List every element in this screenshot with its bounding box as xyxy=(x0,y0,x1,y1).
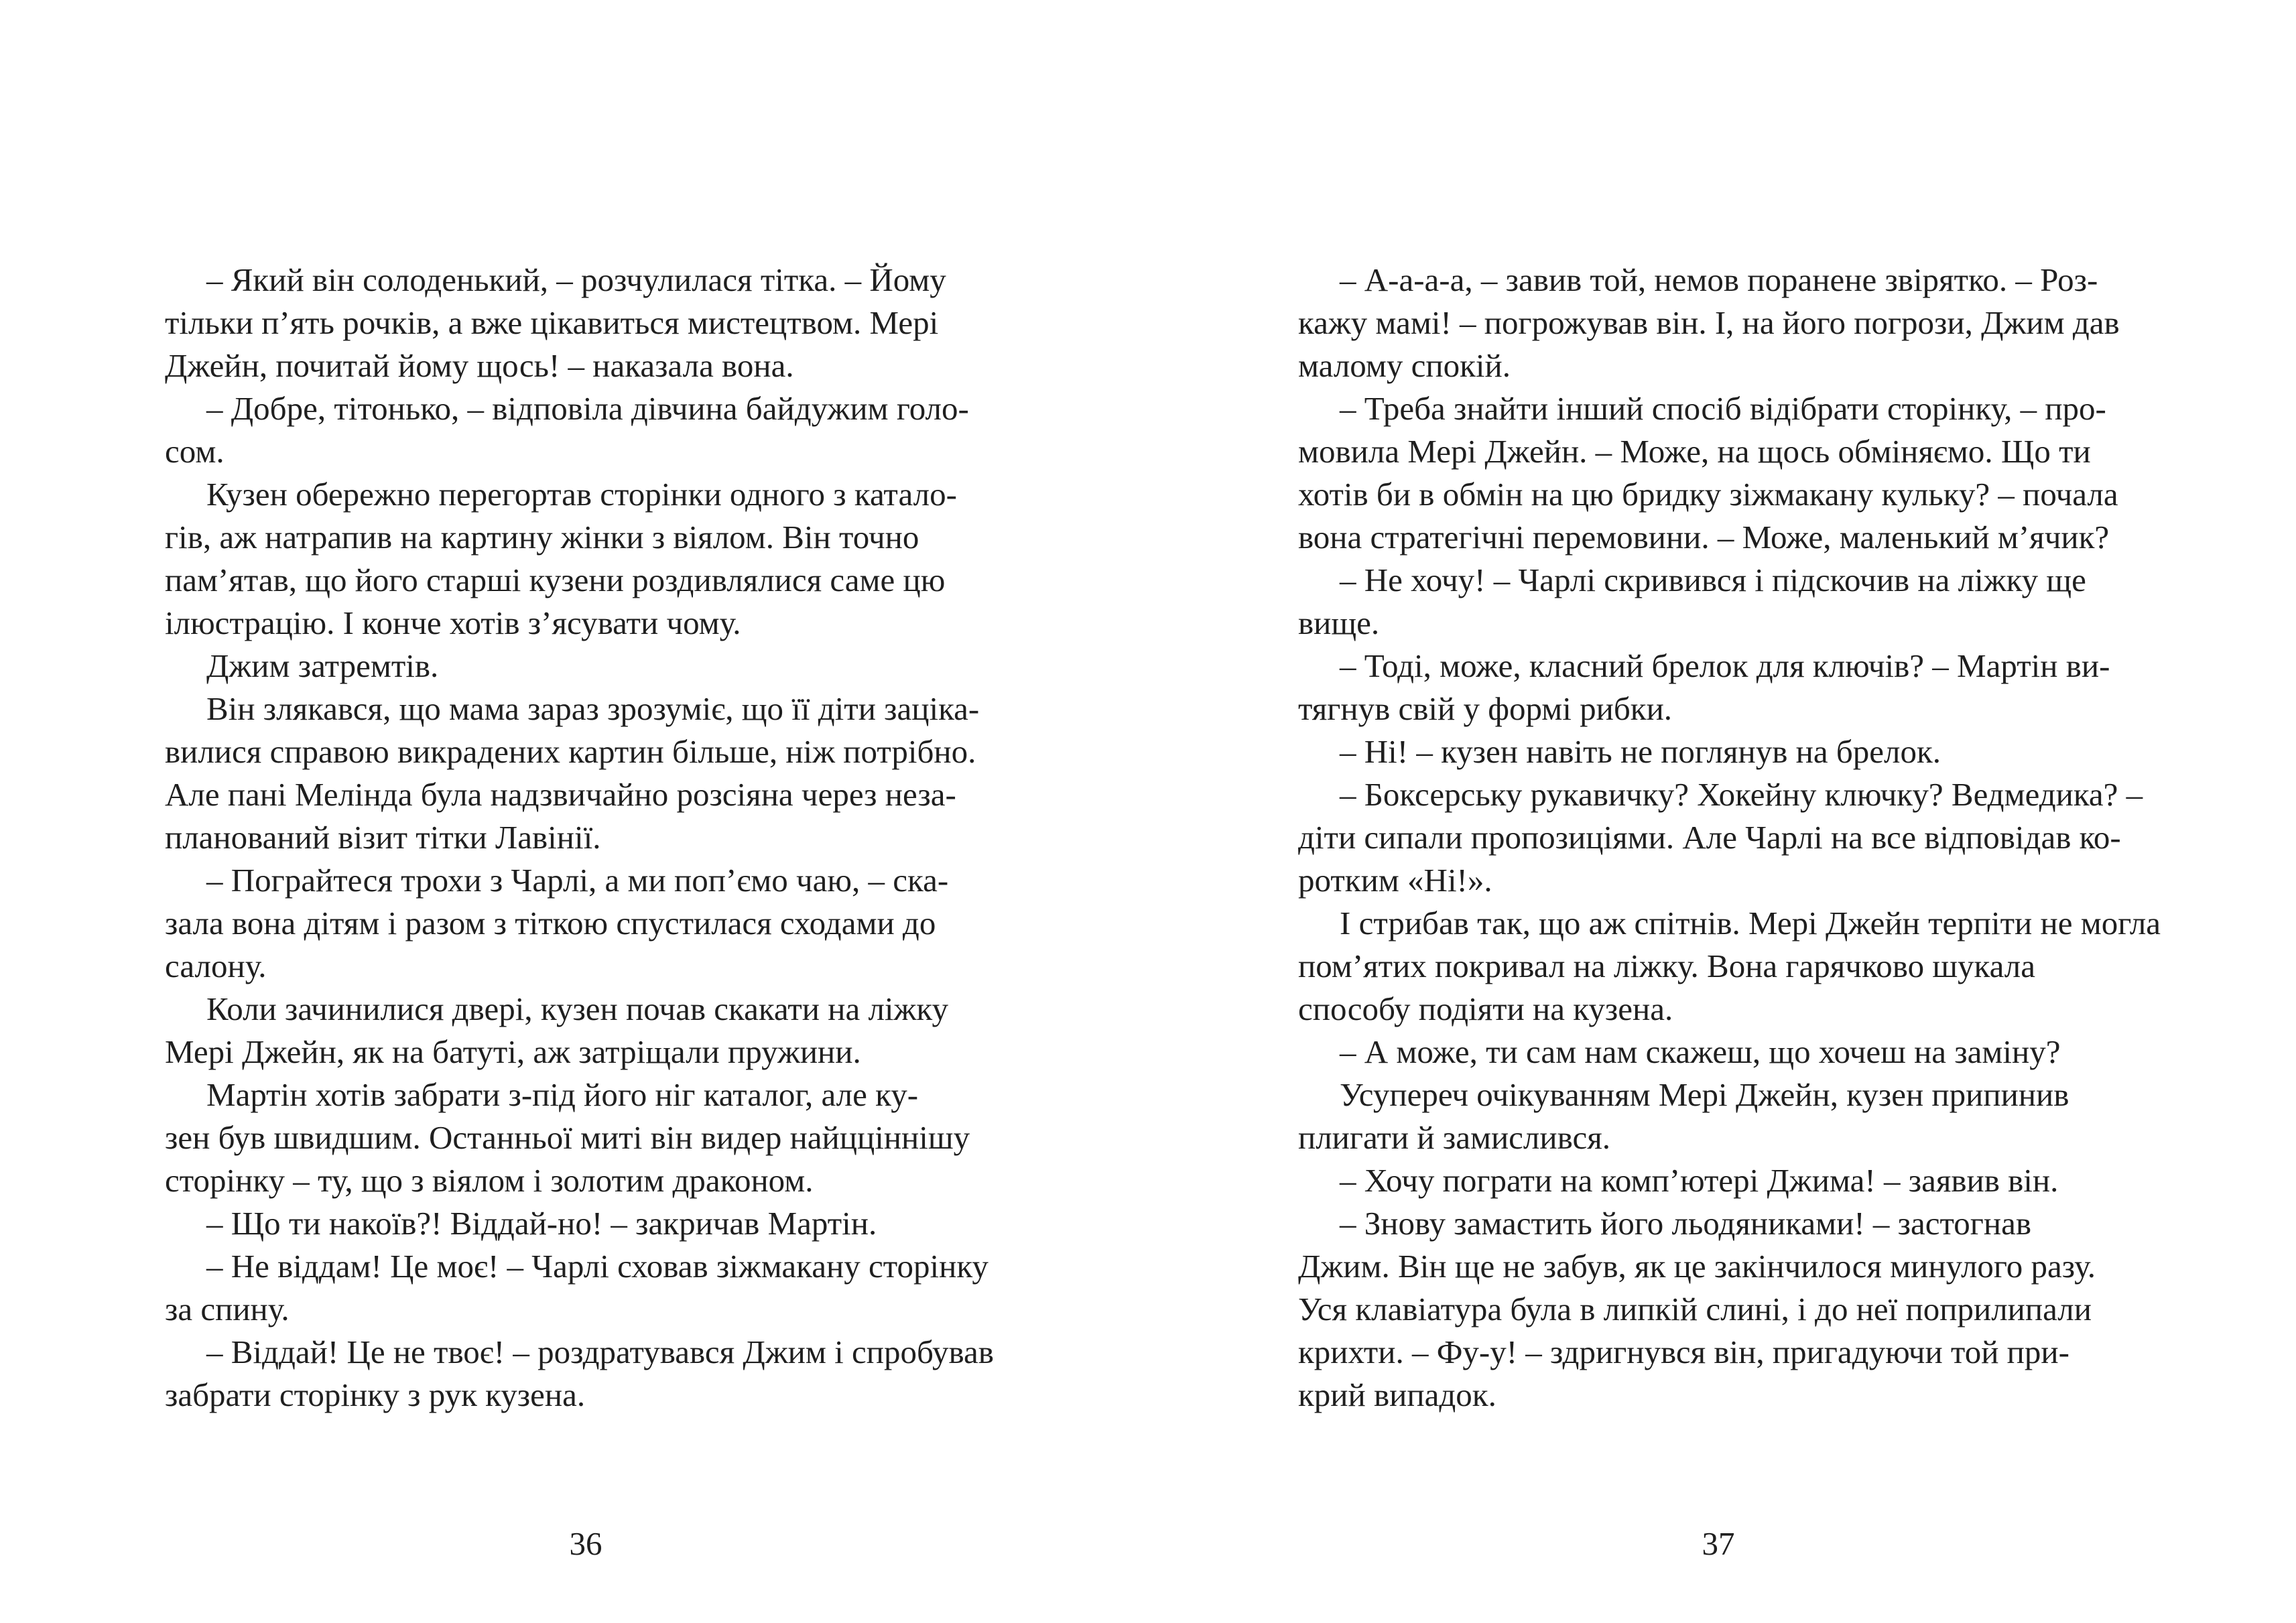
text-line: ротким «Ні!». xyxy=(1298,862,1492,899)
text-line: – Добре, тітонько, – відповіла дівчина байдужим голо- xyxy=(206,390,969,427)
text-line: – Знову замастить його льодяниками! – застогнав xyxy=(1340,1205,2031,1242)
text-line: планований візит тітки Лавінії. xyxy=(165,819,601,856)
text-line: тягнув свій у формі рибки. xyxy=(1298,690,1673,727)
text-line: – Не хочу! – Чарлі скривився і підскочив на ліжку ще xyxy=(1340,562,2086,598)
text-line: крихти. – Фу-у! – здригнувся він, пригадуючи той при- xyxy=(1298,1334,2069,1370)
page-number: 37 xyxy=(1702,1525,1735,1562)
text-line: – Ні! – кузен навіть не поглянув на брелок. xyxy=(1340,733,1941,770)
text-line: Він злякався, що мама зараз зрозуміє, що її діти заціка- xyxy=(206,690,980,727)
text-line: зала вона дітям і разом з тіткою спустилася сходами до xyxy=(165,905,936,942)
text-line: пом’ятих покривал на ліжку. Вона гарячково шукала xyxy=(1298,948,2035,984)
text-line: Джим затремтів. xyxy=(206,647,439,684)
left-page-text xyxy=(165,259,1004,1417)
text-line: малому спокій. xyxy=(1298,347,1511,384)
text-line: плигати й замислився. xyxy=(1298,1119,1610,1156)
text-line: Коли зачинилися двері, кузен почав скакати на ліжку xyxy=(206,990,948,1027)
text-line: – Треба знайти інший спосіб відібрати сторінку, – про- xyxy=(1340,390,2106,427)
text-line: кажу мамі! – погрожував він. І, на його погрози, Джим дав xyxy=(1298,304,2120,341)
text-line: – А може, ти сам нам скажеш, що хочеш на заміну? xyxy=(1340,1033,2061,1070)
text-line: – Віддай! Це не твоє! – роздратувався Джим і спробував xyxy=(206,1334,994,1370)
text-line: Джейн, почитай йому щось! – наказала вона. xyxy=(165,347,794,384)
text-line: – А-а-а-а, – завив той, немов поранене звірятко. – Роз- xyxy=(1340,261,2098,298)
text-line: зен був швидшим. Останньої миті він видер найцціннішу xyxy=(165,1119,970,1156)
text-line: гів, аж натрапив на картину жінки з віялом. Він точно xyxy=(165,519,919,556)
text-line: діти сипали пропозиціями. Але Чарлі на все відповідав ко- xyxy=(1298,819,2121,856)
text-line: – Пограйтеся трохи з Чарлі, а ми поп’ємо чаю, – ска- xyxy=(206,862,949,899)
text-line: хотів би в обмін на цю бридку зіжмакану кульку? – почала xyxy=(1298,476,2118,513)
text-line: мовила Мері Джейн. – Може, на щось обміняємо. Що ти xyxy=(1298,433,2091,470)
text-line: – Боксерську рукавичку? Хокейну ключку? Ведмедика? – xyxy=(1340,776,2143,813)
right-page xyxy=(1148,0,2296,1623)
page-number: 36 xyxy=(569,1525,602,1562)
text-line: пам’ятав, що його старші кузени роздивлялися саме цю xyxy=(165,562,946,598)
text-line: – Не віддам! Це моє! – Чарлі сховав зіжмакану сторінку xyxy=(206,1248,988,1285)
text-line: – Тоді, може, класний брелок для ключів? – Мартін ви- xyxy=(1340,647,2110,684)
text-line: за спину. xyxy=(165,1291,290,1327)
text-line: – Який він солоденький, – розчулилася тітка. – Йому xyxy=(206,261,946,298)
text-line: Джим. Він ще не забув, як це закінчилося минулого разу. xyxy=(1298,1248,2096,1285)
text-line: Уся клавіатура була в липкій слині, і до неї поприлипали xyxy=(1298,1291,2092,1327)
text-line: ілюстрацію. І конче хотів з’ясувати чому. xyxy=(165,604,741,641)
text-line: сторінку – ту, що з віялом і золотим драконом. xyxy=(165,1162,814,1199)
text-line: салону. xyxy=(165,948,267,984)
text-line: вище. xyxy=(1298,604,1380,641)
text-line: І стрибав так, що аж спітнів. Мері Джейн терпіти не могла xyxy=(1340,905,2161,942)
text-line: сом. xyxy=(165,433,225,470)
text-line: вона стратегічні перемовини. – Може, маленький м’ячик? xyxy=(1298,519,2110,556)
text-line: вилися справою викрадених картин більше, ніж потрібно. xyxy=(165,733,976,770)
text-line: забрати сторінку з рук кузена. xyxy=(165,1376,586,1413)
text-line: Мері Джейн, як на батуті, аж затріщали пружини. xyxy=(165,1033,861,1070)
text-line: Усупереч очікуванням Мері Джейн, кузен припинив xyxy=(1340,1076,2069,1113)
text-line: Але пані Мелінда була надзвичайно розсіяна через неза- xyxy=(165,776,956,813)
text-line: – Хочу пограти на комп’ютері Джима! – заявив він. xyxy=(1340,1162,2059,1199)
right-page-text xyxy=(1298,259,2161,1417)
text-line: способу подіяти на кузена. xyxy=(1298,990,1673,1027)
text-line: крий випадок. xyxy=(1298,1376,1496,1413)
text-line: тільки п’ять рочків, а вже цікавиться мистецтвом. Мері xyxy=(165,304,939,341)
text-line: Мартін хотів забрати з-під його ніг каталог, але ку- xyxy=(206,1076,919,1113)
text-line: – Що ти накоїв?! Віддай-но! – закричав Мартін. xyxy=(206,1205,877,1242)
text-line: Кузен обережно перегортав сторінки одного з катало- xyxy=(206,476,957,513)
